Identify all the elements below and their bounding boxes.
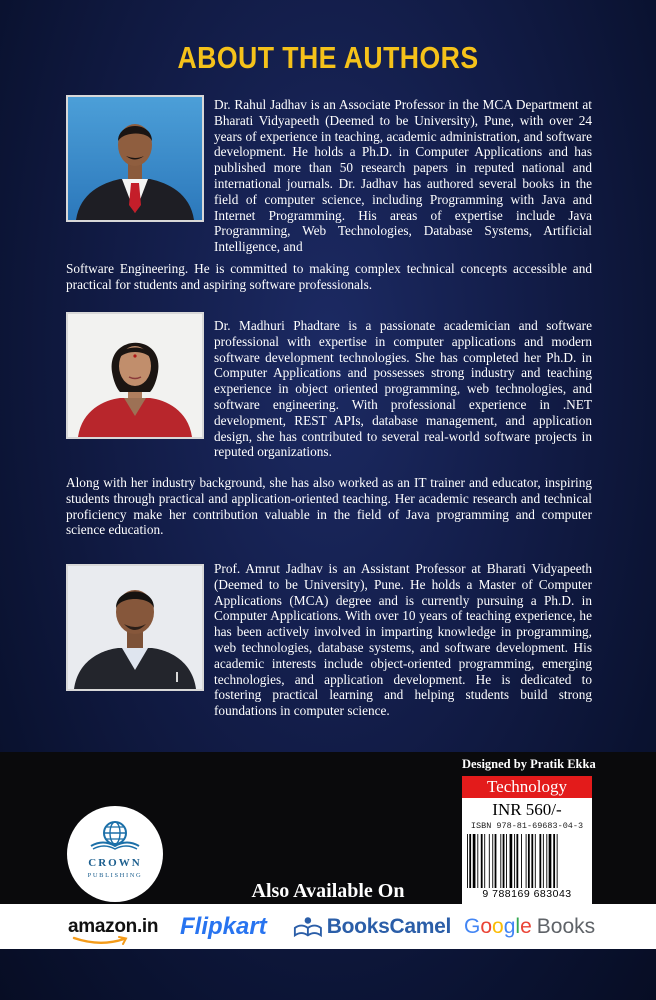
flipkart-logo: Flipkart bbox=[180, 912, 267, 940]
publisher-sub: PUBLISHING bbox=[87, 872, 143, 879]
designer-credit: Designed by Pratik Ekka bbox=[462, 757, 596, 771]
barcode-digits: 9 788169 683043 bbox=[482, 888, 572, 900]
also-available-label: Also Available On bbox=[251, 880, 405, 902]
price-label: INR 560/- bbox=[492, 800, 562, 819]
google-books-logo: Google Books bbox=[464, 914, 596, 938]
publisher-name: CROWN bbox=[88, 857, 142, 869]
author-photo-amrut-jadhav bbox=[66, 564, 204, 691]
open-book-icon bbox=[293, 914, 323, 940]
amazon-logo: amazon.in bbox=[68, 904, 164, 949]
author-bio-rahul-jadhav: Dr. Rahul Jadhav is an Associate Professor in the MCA Department at Bharati Vidyapeeth (Deemed to be University), Pune, with over 24 years of experience in teaching, academic administration, and software development. He holds a Ph.D. in Computer Applications and has published more than 50 research papers in reputed national and international journals. Dr. Jadhav has authored several books in the field of computer science, including Programming with Java and Internet Programming. His areas of expertise include Java Programming, Web Technologies, Database Systems, Artificial Intelligence, and bbox=[214, 97, 592, 255]
category-label: Technology bbox=[462, 776, 592, 798]
author-bio-rahul-jadhav-continued: Software Engineering. He is committed to making complex technical concepts accessible and practical for students and aspiring software professionals. bbox=[66, 261, 592, 292]
author-bio-amrut-jadhav: Prof. Amrut Jadhav is an Assistant Professor at Bharati Vidyapeeth (Deemed to be University), Pune. He holds a Master of Computer Applications (MCA) degree and is currently pursuing a Ph.D. in Computer Applications. With over 10 years of teaching experience, he has been actively involved in imparting knowledge in programming, web technologies, database systems, and software development. His academic interests include object-oriented programming, emerging technologies, and application development. He is dedicated to fostering practical learning and helping students build strong foundations in computer science. bbox=[214, 561, 592, 719]
amazon-smile-icon bbox=[72, 936, 132, 945]
author-photo-madhuri-phadtare bbox=[66, 312, 204, 439]
author-photo-rahul-jadhav bbox=[66, 95, 204, 222]
retailer-logos bbox=[0, 904, 656, 949]
google-wordmark: Google bbox=[464, 914, 532, 938]
isbn-text: ISBN 978-81-69683-04-3 bbox=[470, 821, 584, 831]
page-title: ABOUT THE AUTHORS bbox=[177, 40, 479, 75]
author-bio-madhuri-phadtare-continued: Along with her industry background, she has also worked as an IT trainer and educator, inspiring students through practical and application-oriented teaching. Her academic research and technical proficiency make her contribution valuable in the field of Java programming and computer science education. bbox=[66, 475, 592, 538]
bookscamel-logo: BooksCamel bbox=[293, 904, 451, 949]
author-bio-madhuri-phadtare: Dr. Madhuri Phadtare is a passionate academician and software professional with expertise in computer applications and modern software development technologies. She has completed her Ph.D. in Computer Applications and possesses strong industry and teaching experience in object oriented programming, web technologies, and software engineering. With professional experience in .NET development, REST APIs, database management, and application design, she has contributed to several real-world software projects in reputed organizations. bbox=[214, 318, 592, 460]
